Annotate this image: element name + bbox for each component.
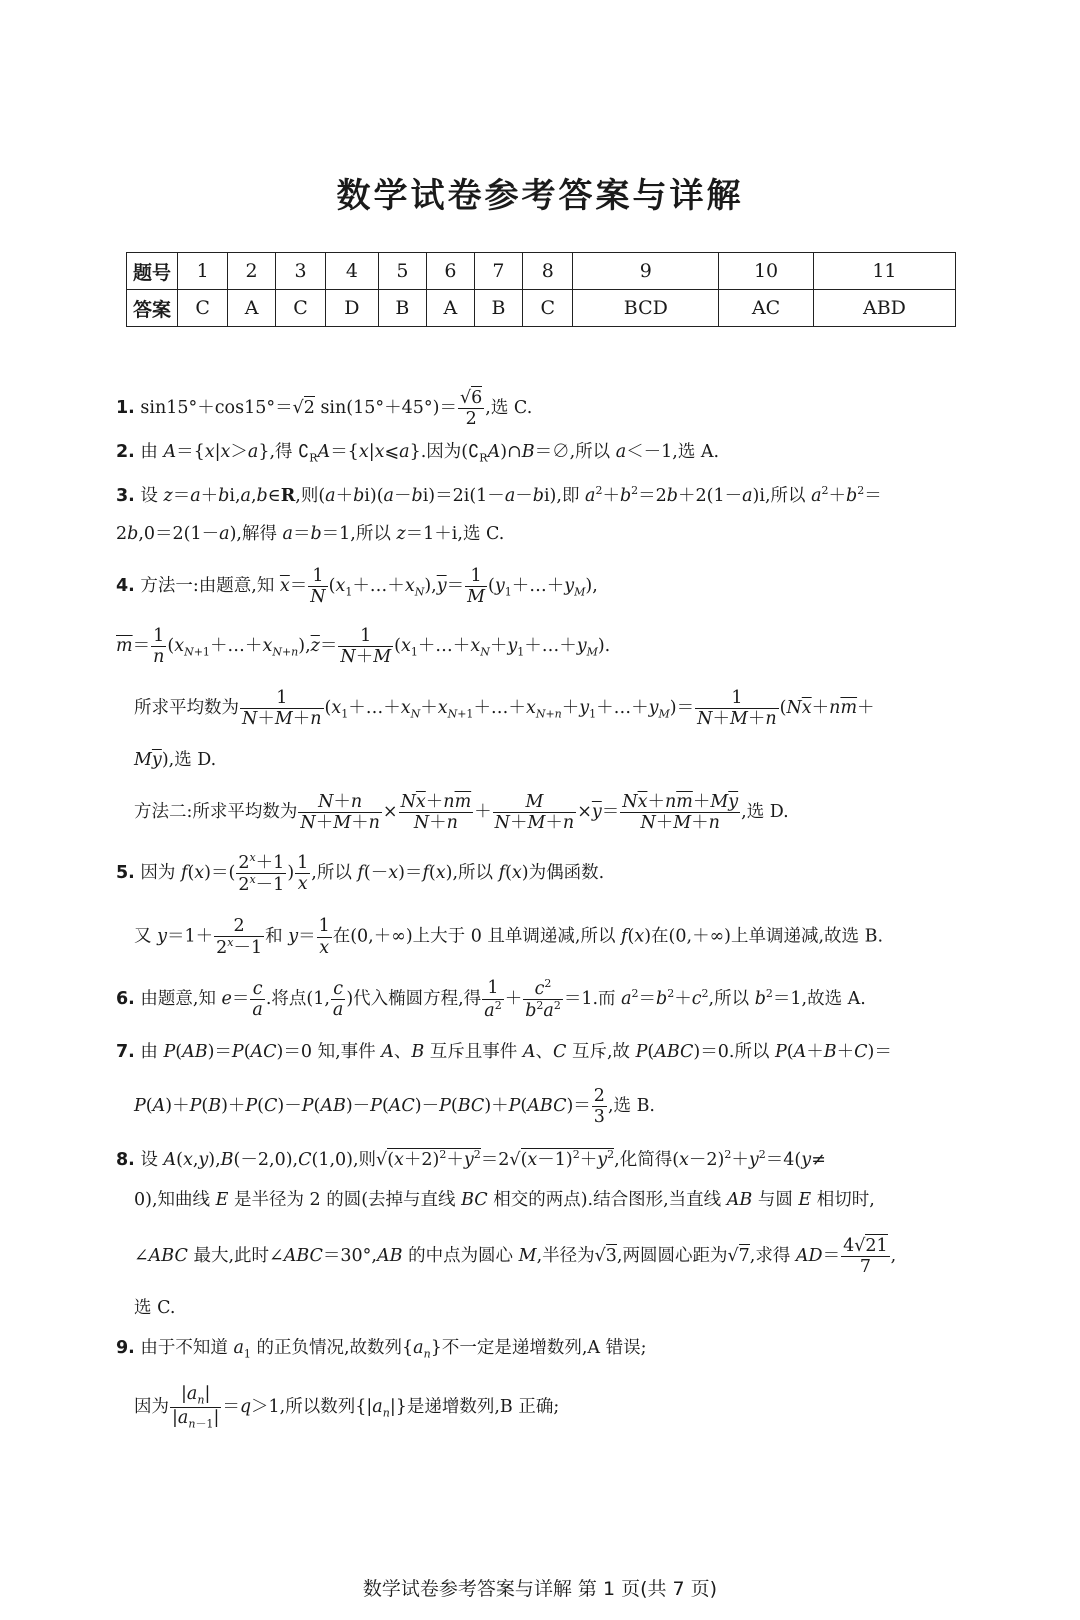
table-cell: ABD [813,290,955,327]
table-cell: 8 [523,253,573,290]
solution-8-line-3: ∠ABC 最大,此时∠ABC＝30°,AB 的中点为圆心 M,半径为√3,两圆圆心距为√7,求得 AD＝ $\frac{4√21}{7}$ , [134,1236,897,1278]
solution-7-line-2: P(A)＋P(B)＋P(C)－P(AB)－P(AC)－P(BC)＋P(ABC)＝ $\frac{2}{3}$ ,选 B. [134,1086,655,1128]
page-title: 数学试卷参考答案与详解 [336,176,744,216]
solution-4-line-1: 4. 方法一:由题意,知 $\overline{x}=$ $\frac{1}{N}$ $(x_1+\dots+x_N),\overline{y}=$ $\frac{1}{M}$ $(y_1+\dots+y_M)$, [116,566,598,608]
solution-4-line-4: $M\overline{y}$),选 D. [134,750,217,770]
solution-2: 2. 由 A＝{x|x＞a},得 $∁_RA=\{x|x⩽a\}$.因为$(∁_RA)\cap B=\emptyset$,所以 a＜－1,选 A. [116,442,720,465]
solution-8-line-1: 8. 设 A(x,y),B(－2,0),C(1,0),则$√(x+2)^2+y^2=2√(x-1)^2+y^2$,化简得$(x-2)^2+y^2=4(y\ne$ [116,1148,826,1170]
table-cell: 9 [573,253,719,290]
table-cell: 4 [326,253,379,290]
table-cell: 3 [275,253,325,290]
table-cell: B [378,290,426,327]
solution-6: 6. 由题意,知 e＝ $\frac{c}{a}$ .将点(1, $\frac{c}{a}$ )代入椭圆方程,得 $\frac{1}{a^2}$ ＋ $\frac{c^2}{b^2a^2}$ ＝1.而 $a^2=b^2+c^2$,所以 $b^2=1$,故选 A. [116,977,866,1021]
solution-7-line-1: 7. 由 P(AB)＝P(AC)＝0 知,事件 A、B 互斥且事件 A、C 互斥,故 P(ABC)＝0.所以 P(A＋B＋C)＝ [116,1042,892,1062]
page-footer: 数学试卷参考答案与详解 第 1 页(共 7 页) [362,1578,718,1600]
answer-table [126,252,956,327]
table-cell: 2 [228,253,276,290]
table-cell: A [427,290,475,327]
solution-1: 1. sin15°＋cos15°＝√2 sin(15°＋45°)＝ $\frac{√6}{2}$ ,选 C. [116,388,533,430]
table-cell: 6 [427,253,475,290]
table-row-numbers [127,253,956,290]
table-cell: 11 [813,253,955,290]
solution-8-line-4: 选 C. [134,1298,176,1318]
table-cell: C [523,290,573,327]
solution-4-line-5: 方法二:所求平均数为 $\frac{N+n}{N+M+n}$ × $\frac{N\overline{x}+n\overline{m}}{N+n}$ ＋ $\frac{M}{N+M+n}$ $\times\overline{y}=$ $\frac{N\overline{x}+n\overline{m}+M\overline{y}}{N+M+n}$ ,选 D. [134,792,789,834]
solution-4-line-2: $\overline{m}=$ $\frac{1}{n}$ $(x_{N+1}+\dots+x_{N+n}),\overline{z}=$ $\frac{1}{N+M}$ $(x_1+\dots+x_N+y_1+\dots+y_M)$. [116,626,611,668]
table-cell: BCD [573,290,719,327]
solution-5-line-1: 5. 因为 f(x)＝( $\frac{2^x+1}{2^x-1}$ ) $\frac{1}{x}$ ,所以 f(－x)＝f(x),所以 f(x)为偶函数. [116,851,605,895]
table-cell: C [178,290,228,327]
table-cell: 5 [378,253,426,290]
solution-3-line-2: 2b,0＝2(1－a),解得 a＝b＝1,所以 z＝1＋i,选 C. [116,524,505,544]
solution-4-line-3: 所求平均数为 $\frac{1}{N+M+n}$ $(x_1+\dots+x_N+x_{N+1}+\dots+x_{N+n}+y_1+\dots+y_M)=$ $\frac{1}{N+M+n}$ ($N\overline{x}+n\overline{m}+$ [134,688,875,730]
table-cell: AC [719,290,814,327]
table-cell: D [326,290,379,327]
row-label-answer: 答案 [127,290,178,327]
table-cell: B [474,290,522,327]
solution-3-line-1: 3. 设 z＝a＋bi,a,b∈R,则(a＋bi)(a－bi)＝2i(1－a－bi),即 $a^2+b^2=2b+2(1-a)i$,所以 $a^2+b^2=$ [116,484,882,506]
solution-8-line-2: 0),知曲线 E 是半径为 2 的圆(去掉与直线 BC 相交的两点).结合图形,当直线 AB 与圆 E 相切时, [134,1190,875,1210]
solution-9-line-1: 9. 由于不知道 $a_1$ 的正负情况,故数列$\{a_n\}$不一定是递增数列,A 错误; [116,1338,647,1361]
table-cell: 7 [474,253,522,290]
table-cell: A [228,290,276,327]
row-label-number: 题号 [127,253,178,290]
solution-5-line-2: 又 y＝1＋ $\frac{2}{2^x-1}$ 和 y＝ $\frac{1}{x}$ 在(0,＋∞)上大于 0 且单调递减,所以 f(x)在(0,＋∞)上单调递减,故选 B. [134,916,884,958]
table-cell: 10 [719,253,814,290]
table-cell: C [275,290,325,327]
table-cell: 1 [178,253,228,290]
solution-9-line-2: 因为 $\frac{|a_n|}{|a_{n-1}|}$ ＝q＞1,所以数列$\{|a_n|\}$是递增数列,B 正确; [134,1384,560,1431]
table-row-answers [127,290,956,327]
